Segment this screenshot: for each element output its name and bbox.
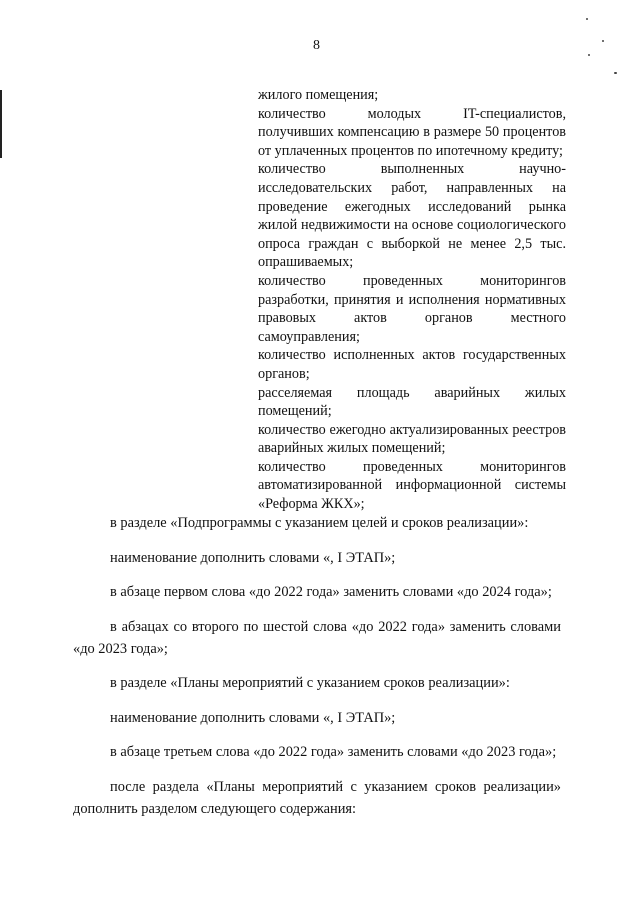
scan-speck [586,18,588,20]
indicator-item: количество выполненных научно-исследовательских работ, направленных на проведение ежегодных исследований рынка жилой недвижимости на основе социологического опроса граждан с выборкой не менее 2,5 тыс. опрашиваемых; [258,161,566,271]
amendment-paragraph: наименование дополнить словами «, I ЭТАП»; [110,549,396,566]
amendment-paragraph: в абзаце третьем слова «до 2022 года» заменить словами «до 2023 года»; [110,744,557,760]
amendment-paragraph: в абзацах со второго по шестой слова «до 2022 года» заменить словами «до 2023 года»; [73,618,561,657]
indicator-item: количество проведенных мониторингов разработки, принятия и исполнения нормативных правовых актов органов местного самоуправления; [258,272,566,345]
amendment-paragraph: после раздела «Планы мероприятий с указанием сроков реализации» дополнить разделом следующего содержания: [73,778,561,817]
scan-edge-mark [0,90,2,158]
scan-speck [614,72,617,74]
amendment-paragraph: наименование дополнить словами «, I ЭТАП»; [110,709,396,726]
indicator-item: количество исполненных актов государственных органов; [258,347,566,382]
amendment-text [73,512,561,832]
amendment-paragraph: в разделе «Подпрограммы с указанием целей и сроков реализации»: [110,515,529,531]
indicator-item: жилого помещения; [258,87,379,103]
indicator-item: количество ежегодно актуализированных реестров аварийных жилых помещений; [258,421,566,457]
amendment-paragraph: в абзаце первом слова «до 2022 года» заменить словами «до 2024 года»; [110,584,552,600]
indicator-item: расселяемая площадь аварийных жилых помещений; [258,384,566,420]
indicator-item: количество проведенных мониторингов автоматизированной информационной системы «Реформа ЖКХ»; [258,458,566,513]
scan-speck [588,54,590,56]
scan-speck [602,40,604,42]
indicator-item: количество молодых IT-специалистов, получивших компенсацию в размере 50 процентов от уплаченных процентов по ипотечному кредиту; [258,105,566,159]
indicator-list [258,86,566,514]
page-number: 8 [313,38,320,53]
amendment-paragraph: в разделе «Планы мероприятий с указанием сроков реализации»: [110,675,510,691]
